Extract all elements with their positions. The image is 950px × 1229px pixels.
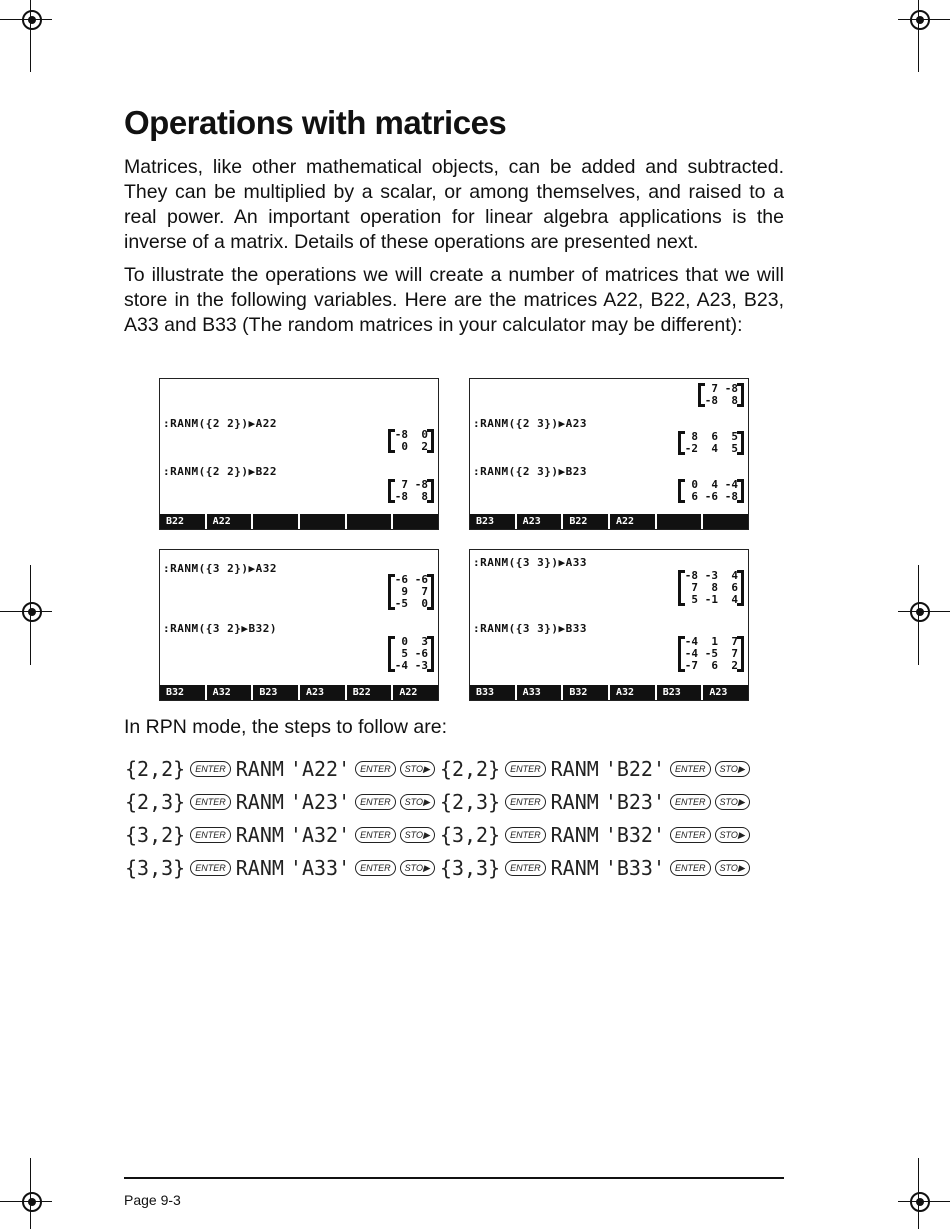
soft-menu-key: A22 (610, 514, 657, 529)
soft-menu-key: B23 (253, 685, 300, 700)
command-line: :RANM({3 2})▶A32 (163, 562, 277, 575)
matrix-cell: 7 (711, 382, 718, 395)
variable-name: 'A33' (289, 856, 351, 880)
variable-name: 'B23' (604, 790, 666, 814)
matrix-cell: 5 (731, 442, 738, 455)
dimension-list: {3,2} (439, 823, 501, 847)
soft-menu-key: A32 (610, 685, 657, 700)
matrix-cell: 2 (421, 440, 428, 453)
matrix-cell: -3 (704, 569, 718, 582)
dimension-list: {2,2} (125, 757, 186, 781)
registration-mark-bottom-left (20, 1190, 44, 1214)
sto-key: STO▶ (715, 860, 750, 876)
matrix-cell: 4 (731, 593, 738, 606)
matrix-row (704, 395, 738, 407)
enter-key: ENTER (670, 794, 711, 810)
soft-menu-key (393, 514, 438, 529)
matrix-cell: 9 (401, 585, 408, 598)
soft-menu-key: B23 (657, 685, 704, 700)
ranm-command: RANM (550, 790, 599, 814)
enter-key: ENTER (505, 794, 546, 810)
command-line: :RANM({2 2})▶A22 (163, 417, 277, 430)
soft-menu-key: B22 (347, 685, 394, 700)
matrix-cell: 7 (401, 478, 408, 491)
command-line: :RANM({3 3})▶B33 (473, 622, 587, 635)
matrix-cell: 7 (731, 635, 738, 648)
command-line: :RANM({3 3})▶A33 (473, 556, 587, 569)
matrix-cell: -8 (724, 382, 738, 395)
soft-menu-key: A23 (709, 687, 728, 698)
ranm-command: RANM (550, 823, 599, 847)
matrix-cell: 5 (401, 647, 408, 660)
ranm-command: RANM (235, 757, 284, 781)
matrix-cell: -8 (414, 478, 428, 491)
registration-mark-mid-right (908, 600, 932, 624)
enter-key: ENTER (355, 827, 396, 843)
matrix-cell: 1 (711, 635, 718, 648)
keystroke-line (122, 789, 752, 815)
matrix-result (678, 431, 744, 455)
keystroke-line (122, 822, 752, 848)
enter-key: ENTER (190, 761, 231, 777)
matrix-cell: -4 (724, 478, 738, 491)
matrix-cell: -7 (684, 659, 698, 672)
matrix-cell: 4 (711, 478, 718, 491)
matrix-cell: -2 (684, 442, 698, 455)
soft-menu (470, 685, 748, 700)
matrix-cell: -4 (684, 647, 698, 660)
soft-menu (160, 514, 438, 529)
matrix-cell: 6 (731, 581, 738, 594)
dimension-list: {3,3} (125, 856, 186, 880)
page-title: Operations with matrices (124, 104, 507, 141)
dimension-list: {3,2} (125, 823, 186, 847)
matrix-row (684, 491, 738, 503)
matrix-cell: 7 (731, 647, 738, 660)
matrix-result (678, 479, 744, 503)
rpn-intro-text: In RPN mode, the steps to follow are: (124, 716, 447, 738)
matrix-row (684, 443, 738, 455)
soft-menu-key: A23 (300, 685, 347, 700)
matrix-result (388, 429, 434, 453)
matrix-cell: -5 (704, 647, 718, 660)
soft-menu-key (300, 514, 347, 529)
soft-menu-key: B32 (160, 685, 207, 700)
sto-key: STO▶ (400, 827, 435, 843)
ranm-command: RANM (235, 856, 284, 880)
matrix-cell: -8 (684, 569, 698, 582)
matrix-result (698, 383, 744, 407)
matrix-cell: 5 (731, 430, 738, 443)
enter-key: ENTER (355, 860, 396, 876)
matrix-cell: -8 (704, 394, 718, 407)
registration-mark-mid-left (20, 600, 44, 624)
matrix-cell: 6 (711, 430, 718, 443)
matrix-cell: -6 (704, 490, 718, 503)
matrix-cell: -8 (724, 490, 738, 503)
soft-menu (470, 514, 748, 529)
enter-key: ENTER (355, 794, 396, 810)
variable-name: 'A22' (289, 757, 351, 781)
enter-key: ENTER (670, 761, 711, 777)
registration-mark-top-right (908, 8, 932, 32)
enter-key: ENTER (505, 827, 546, 843)
matrix-cell: 6 (711, 659, 718, 672)
soft-menu (160, 685, 438, 700)
matrix-cell: 8 (691, 430, 698, 443)
matrix-cell: -6 (414, 573, 428, 586)
ranm-command: RANM (550, 856, 599, 880)
sto-key: STO▶ (715, 827, 750, 843)
soft-menu-key: B32 (563, 685, 610, 700)
keystroke-line (122, 855, 752, 881)
matrix-result (678, 636, 744, 672)
soft-menu-key: A33 (517, 685, 564, 700)
matrix-cell: 7 (421, 585, 428, 598)
registration-mark-bottom-right (908, 1190, 932, 1214)
matrix-cell: 4 (731, 569, 738, 582)
dimension-list: {2,3} (125, 790, 186, 814)
ranm-command: RANM (235, 823, 284, 847)
soft-menu-key: B22 (160, 514, 207, 529)
ranm-command: RANM (550, 757, 599, 781)
command-line: :RANM({2 3})▶B23 (473, 465, 587, 478)
matrix-cell: -1 (704, 593, 718, 606)
enter-key: ENTER (505, 761, 546, 777)
matrix-cell: -6 (394, 573, 408, 586)
command-line: :RANM({2 2})▶B22 (163, 465, 277, 478)
matrix-cell: 2 (731, 659, 738, 672)
soft-menu-key (253, 514, 300, 529)
matrix-result (388, 479, 434, 503)
matrix-cell: 6 (691, 490, 698, 503)
soft-menu-key: B23 (470, 514, 517, 529)
command-line: :RANM({3 2}▶B32) (163, 622, 277, 635)
matrix-row (394, 491, 428, 503)
matrix-cell: 8 (421, 490, 428, 503)
calculator-screen-a32-b32 (159, 549, 439, 701)
matrix-result (388, 574, 434, 610)
matrix-cell: 7 (691, 581, 698, 594)
matrix-cell: -8 (394, 428, 408, 441)
matrix-cell: 8 (711, 581, 718, 594)
matrix-row (684, 660, 738, 672)
sto-key: STO▶ (400, 794, 435, 810)
matrix-result (388, 636, 434, 672)
soft-menu-key: A22 (207, 514, 254, 529)
matrix-cell: -3 (414, 659, 428, 672)
footer-rule (124, 1177, 784, 1179)
intro-paragraph: Matrices, like other mathematical objects, can be added and subtracted. They can be multiplied by a scalar, or among themselves, and raised to a real power. An important operation for linear algebra applications is the inverse of a matrix. Details of these operations are presented next. (124, 156, 784, 253)
matrix-result (678, 570, 744, 606)
calculator-screen-a23-b23 (469, 378, 749, 530)
soft-menu-key: A22 (399, 687, 418, 698)
matrix-cell: 8 (731, 394, 738, 407)
matrix-cell: 0 (401, 635, 408, 648)
enter-key: ENTER (670, 827, 711, 843)
enter-key: ENTER (670, 860, 711, 876)
variable-name: 'B33' (604, 856, 666, 880)
variable-name: 'A32' (289, 823, 351, 847)
page-number: Page 9-3 (124, 1192, 181, 1208)
matrix-cell: 0 (691, 478, 698, 491)
enter-key: ENTER (355, 761, 396, 777)
matrix-cell: -5 (394, 597, 408, 610)
illustration-paragraph: To illustrate the operations we will create a number of matrices that we will store in the following variables. Here are the matrices A22, B22, A23, B23, A33 and B33 (The random matrices in your calculator may be different): (124, 264, 784, 336)
matrix-row (684, 594, 738, 606)
matrix-cell: 3 (421, 635, 428, 648)
sto-key: STO▶ (400, 761, 435, 777)
soft-menu-key: B33 (470, 685, 517, 700)
matrix-row (394, 660, 428, 672)
soft-menu-key (347, 514, 394, 529)
sto-key: STO▶ (400, 860, 435, 876)
sto-key: STO▶ (715, 761, 750, 777)
matrix-cell: -6 (414, 647, 428, 660)
matrix-cell: -4 (684, 635, 698, 648)
enter-key: ENTER (505, 860, 546, 876)
calculator-screen-a33-b33 (469, 549, 749, 701)
matrix-cell: 0 (401, 440, 408, 453)
enter-key: ENTER (190, 794, 231, 810)
soft-menu-key (703, 514, 748, 529)
soft-menu-key (657, 514, 704, 529)
soft-menu-key: A32 (207, 685, 254, 700)
calculator-screen-a22-b22 (159, 378, 439, 530)
matrix-cell: -4 (394, 659, 408, 672)
enter-key: ENTER (190, 827, 231, 843)
registration-mark-top-left (20, 8, 44, 32)
matrix-cell: 5 (691, 593, 698, 606)
dimension-list: {2,2} (439, 757, 501, 781)
matrix-cell: 0 (421, 428, 428, 441)
sto-key: STO▶ (715, 794, 750, 810)
variable-name: 'B22' (604, 757, 666, 781)
matrix-row (394, 441, 428, 453)
matrix-cell: 4 (711, 442, 718, 455)
ranm-command: RANM (235, 790, 284, 814)
soft-menu-key: A23 (517, 514, 564, 529)
variable-name: 'B32' (604, 823, 666, 847)
dimension-list: {3,3} (439, 856, 501, 880)
soft-menu-key: B22 (563, 514, 610, 529)
matrix-cell: 0 (421, 597, 428, 610)
matrix-cell: -8 (394, 490, 408, 503)
keystroke-line (122, 756, 752, 782)
enter-key: ENTER (190, 860, 231, 876)
command-line: :RANM({2 3})▶A23 (473, 417, 587, 430)
variable-name: 'A23' (289, 790, 351, 814)
matrix-row (394, 598, 428, 610)
dimension-list: {2,3} (439, 790, 501, 814)
